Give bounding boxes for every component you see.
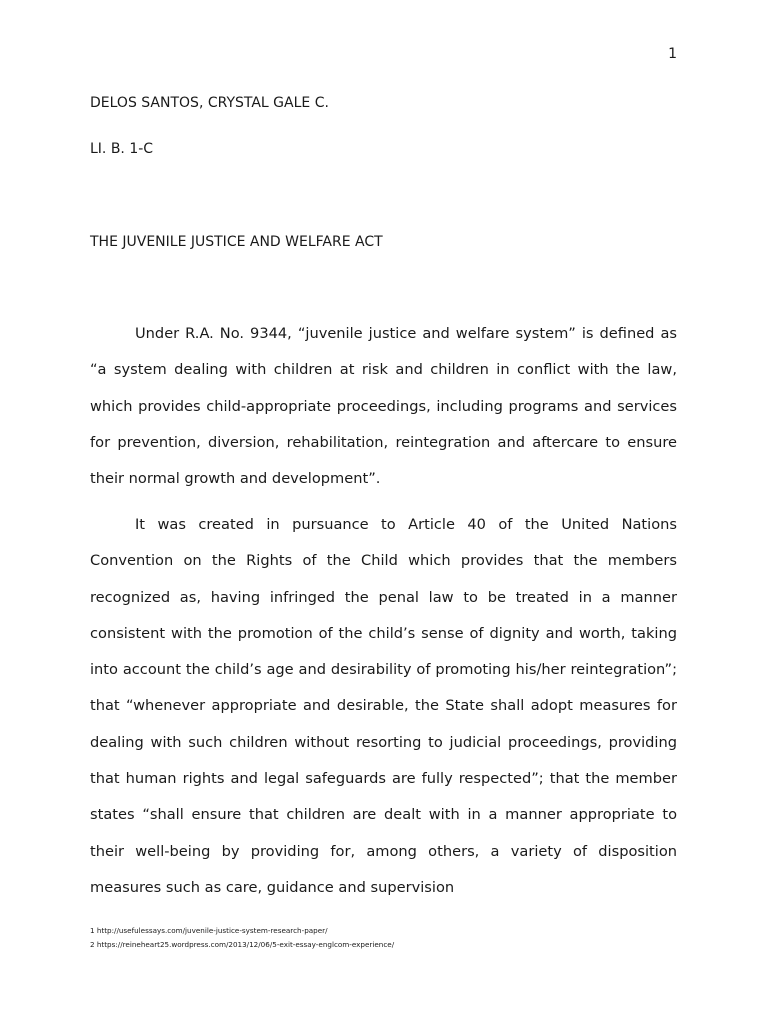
body-paragraph-2-block bbox=[90, 507, 677, 906]
body-paragraph: It was created in pursuance to Article 40 of the United Nations Convention on the Rights of the Child which provides that the members recognized as, having infringed the penal law to be treated in a manner consistent with the promotion of the child’s sense of dignity and worth, taking into account the child’s age and desirability of promoting his/her reintegration”; that “whenever appropriate and desirable, the State shall adopt measures for dealing with such children without resorting to judicial proceedings, providing that human rights and legal safeguards are fully respected”; that the member states “shall ensure that children are dealt with in a manner appropriate to their well-being by providing for, among others, a variety of disposition measures such as care, guidance and supervision bbox=[90, 516, 677, 896]
footnotes bbox=[90, 924, 690, 952]
footnote-2: 2 https://reineheart25.wordpress.com/2013/12/06/5-exit-essay-englcom-experience/ bbox=[90, 940, 395, 949]
body-paragraph: Under R.A. No. 9344, “juvenile justice and welfare system” is defined as “a system dealing with children at risk and children in conflict with the law, which provides child-appropriate proceedings, including programs and services for prevention, diversion, rehabilitation, reintegration and aftercare to ensure their normal growth and development”. bbox=[90, 325, 677, 488]
body-paragraph-1-block bbox=[90, 316, 677, 497]
document-title: THE JUVENILE JUSTICE AND WELFARE ACT bbox=[90, 234, 383, 250]
footnote-1: 1 http://usefulessays.com/juvenile-justice-system-research-paper/ bbox=[90, 926, 328, 935]
author-name: DELOS SANTOS, CRYSTAL GALE C. bbox=[90, 95, 329, 111]
page-number: 1 bbox=[668, 46, 677, 62]
class-section: LI. B. 1-C bbox=[90, 141, 154, 157]
